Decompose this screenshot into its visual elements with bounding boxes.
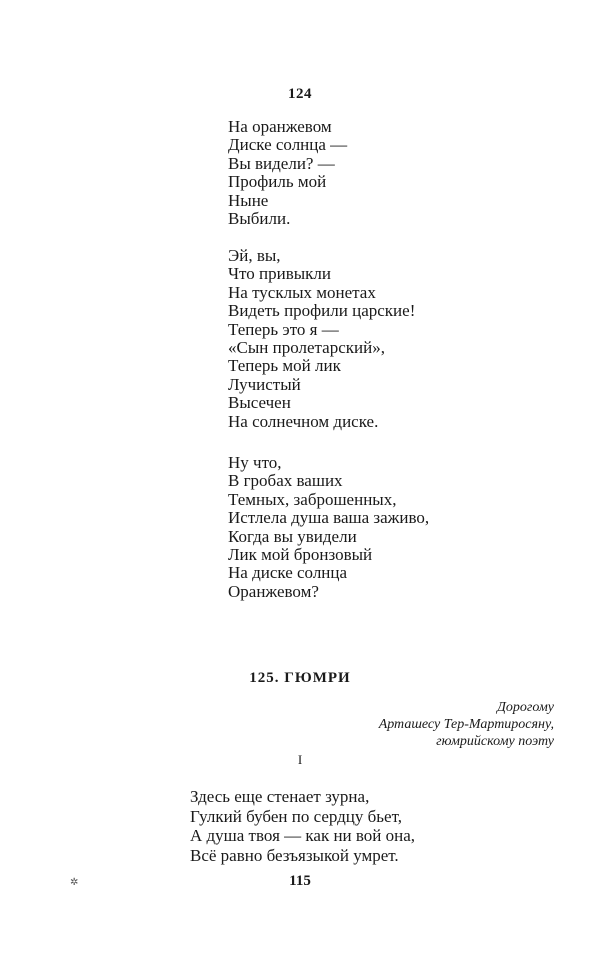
verse-line: На диске солнца xyxy=(228,563,348,583)
poem-125-stanza-1 xyxy=(190,787,415,865)
verse-line: Лучистый xyxy=(228,374,301,394)
dedication-line: Арташесу Тер-Мартиросяну, xyxy=(378,717,554,732)
verse-line: Лик мой бронзовый xyxy=(228,545,373,565)
verse-line: На тусклых монетах xyxy=(228,282,376,302)
verse-line: Профиль мой xyxy=(228,172,327,192)
dedication xyxy=(379,699,554,750)
verse-line: На оранжевом xyxy=(228,117,332,136)
verse-line: Ну что, xyxy=(228,453,282,472)
page-number: 115 xyxy=(289,873,311,889)
poem-number: 124 xyxy=(288,86,312,102)
verse-line: Вы видели? — xyxy=(228,153,335,173)
verse-line: Оранжевом? xyxy=(228,581,319,601)
verse-line: Истлела душа ваша заживо, xyxy=(228,508,430,528)
verse-line: Гулкий бубен по сердцу бьет, xyxy=(190,806,402,826)
verse-line: Диске солнца — xyxy=(228,135,348,155)
verse-line: Что привыкли xyxy=(228,264,331,284)
poem-124-stanza-1 xyxy=(228,118,347,228)
poem-124-stanza-3 xyxy=(228,454,429,601)
poem-125-title: 125. ГЮМРИ xyxy=(249,670,351,686)
ornament-icon: ✲ xyxy=(70,877,79,888)
part-marker: I xyxy=(297,752,303,767)
verse-line: Всё равно безъязыкой умрет. xyxy=(190,845,399,865)
verse-line: Когда вы увидели xyxy=(228,526,357,546)
verse-line: Видеть профили царские! xyxy=(228,301,416,321)
verse-line: Эй, вы, xyxy=(228,246,281,265)
poem-124-stanza-2 xyxy=(228,247,415,431)
verse-line: Темных, заброшенных, xyxy=(228,489,397,509)
verse-line: А душа твоя — как ни вой она, xyxy=(190,826,416,845)
dedication-line: гюмрийскому поэту xyxy=(436,734,554,749)
verse-line: Теперь это я — xyxy=(228,319,339,339)
verse-line: Здесь еще стенает зурна, xyxy=(190,787,370,806)
verse-line: На солнечном диске. xyxy=(228,411,379,431)
verse-line: «Сын пролетарский», xyxy=(228,338,385,358)
verse-line: Высечен xyxy=(228,393,291,413)
dedication-line: Дорогому xyxy=(497,700,554,715)
verse-line: В гробах ваших xyxy=(228,471,343,491)
verse-line: Ныне xyxy=(228,190,269,210)
verse-line: Теперь мой лик xyxy=(228,356,341,376)
verse-line: Выбили. xyxy=(228,209,291,229)
